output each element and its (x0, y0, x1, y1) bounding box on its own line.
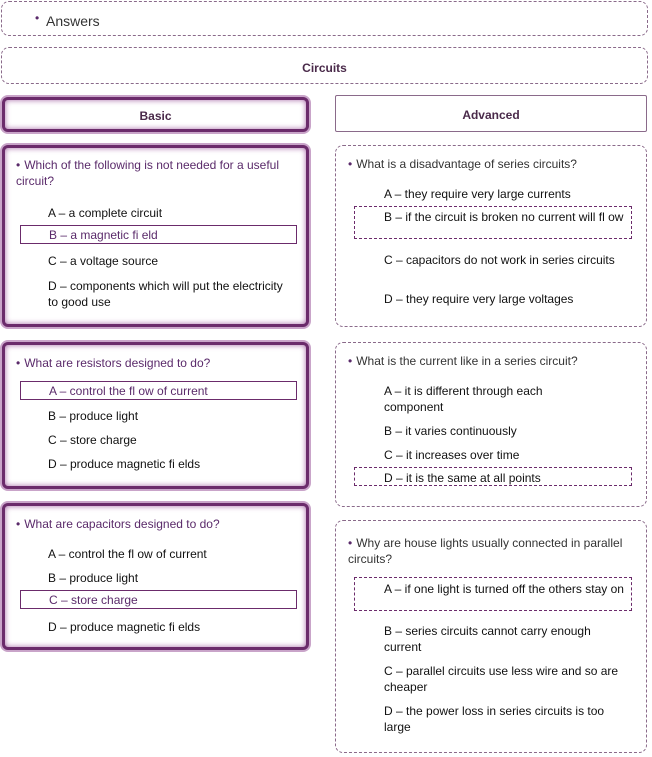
basic-q1-option-d[interactable]: D – components which will put the electricity to good use (48, 279, 283, 309)
advanced-header (335, 95, 647, 132)
advanced-q1-option-d[interactable]: D – they require very large voltages (384, 292, 574, 306)
basic-q2-bullet: • (16, 356, 21, 370)
advanced-q2-bullet: • (348, 354, 353, 368)
advanced-q1-option-c[interactable]: C – capacitors do not work in series circuits (384, 253, 615, 267)
basic-q3-option-d[interactable]: D – produce magnetic fi elds (48, 620, 201, 634)
advanced-q2-question (348, 353, 633, 369)
basic-q2-question-text: What are resistors designed to do? (24, 356, 211, 370)
basic-q3-bullet: • (16, 517, 21, 531)
advanced-q3-question (348, 535, 633, 567)
basic-q3-option-c-highlight[interactable] (20, 590, 297, 609)
basic-q3-question (16, 516, 296, 532)
basic-title: Basic (139, 109, 172, 123)
advanced-q1-bullet: • (348, 157, 353, 171)
advanced-q2-option-c[interactable]: C – it increases over time (384, 448, 520, 462)
advanced-question-card-3 (335, 520, 647, 753)
basic-q1-bullet: • (16, 158, 21, 172)
basic-q1-option-b[interactable]: B – a magnetic fi eld (49, 228, 158, 242)
advanced-q1-question (348, 156, 628, 172)
advanced-title: Advanced (462, 108, 520, 122)
basic-q2-option-a[interactable]: A – control the fl ow of current (49, 384, 208, 398)
basic-q1-option-b-highlight[interactable] (20, 225, 297, 244)
advanced-q1-question-text: What is a disadvantage of series circuits? (356, 157, 577, 171)
advanced-q2-option-a[interactable]: A – it is different through each component (384, 384, 543, 414)
circuits-title: Circuits (302, 61, 347, 75)
advanced-question-card-2 (335, 342, 647, 507)
advanced-q1-option-b[interactable]: B – if the circuit is broken no current will fl ow (384, 210, 624, 224)
advanced-q3-option-c[interactable]: C – parallel circuits use less wire and so are cheaper (384, 664, 619, 694)
basic-q2-option-c[interactable]: C – store charge (48, 433, 137, 447)
advanced-q3-option-b[interactable]: B – series circuits cannot carry enough current (384, 624, 591, 654)
advanced-q3-option-d[interactable]: D – the power loss in series circuits is too large (384, 704, 605, 734)
basic-q2-option-a-highlight[interactable] (20, 381, 297, 400)
circuits-title-bar (1, 47, 648, 84)
advanced-q3-question-text: Why are house lights usually connected in parallel circuits? (348, 536, 623, 566)
advanced-q3-option-a[interactable]: A – if one light is turned off the others stay on (384, 582, 624, 596)
answers-label: Answers (46, 13, 100, 29)
basic-q3-question-text: What are capacitors designed to do? (24, 517, 220, 531)
answers-bar (1, 1, 648, 36)
basic-q1-option-c[interactable]: C – a voltage source (48, 254, 159, 268)
advanced-q2-option-b[interactable]: B – it varies continuously (384, 424, 517, 438)
basic-q1-option-a[interactable]: A – a complete circuit (48, 206, 163, 220)
advanced-question-card-1 (335, 145, 647, 327)
basic-question-card-2 (2, 342, 309, 489)
basic-q2-option-b[interactable]: B – produce light (48, 409, 139, 423)
advanced-q1-option-a[interactable]: A – they require very large currents (384, 187, 571, 201)
basic-q3-option-a[interactable]: A – control the fl ow of current (48, 547, 207, 561)
basic-q2-option-d[interactable]: D – produce magnetic fi elds (48, 457, 201, 471)
basic-question-card-1 (2, 145, 309, 327)
basic-q1-question-text: Which of the following is not needed for a useful circuit? (16, 158, 280, 188)
basic-q3-option-b[interactable]: B – produce light (48, 571, 139, 585)
basic-question-card-3 (2, 503, 309, 650)
basic-q1-question (16, 157, 296, 189)
basic-header (2, 97, 309, 132)
advanced-q3-bullet: • (348, 536, 353, 550)
advanced-q2-question-text: What is the current like in a series circuit? (356, 354, 578, 368)
basic-q3-option-c[interactable]: C – store charge (49, 593, 138, 607)
answers-bullet: • (35, 11, 40, 25)
advanced-q2-option-d[interactable]: D – it is the same at all points (384, 471, 541, 485)
basic-q2-question (16, 355, 296, 371)
